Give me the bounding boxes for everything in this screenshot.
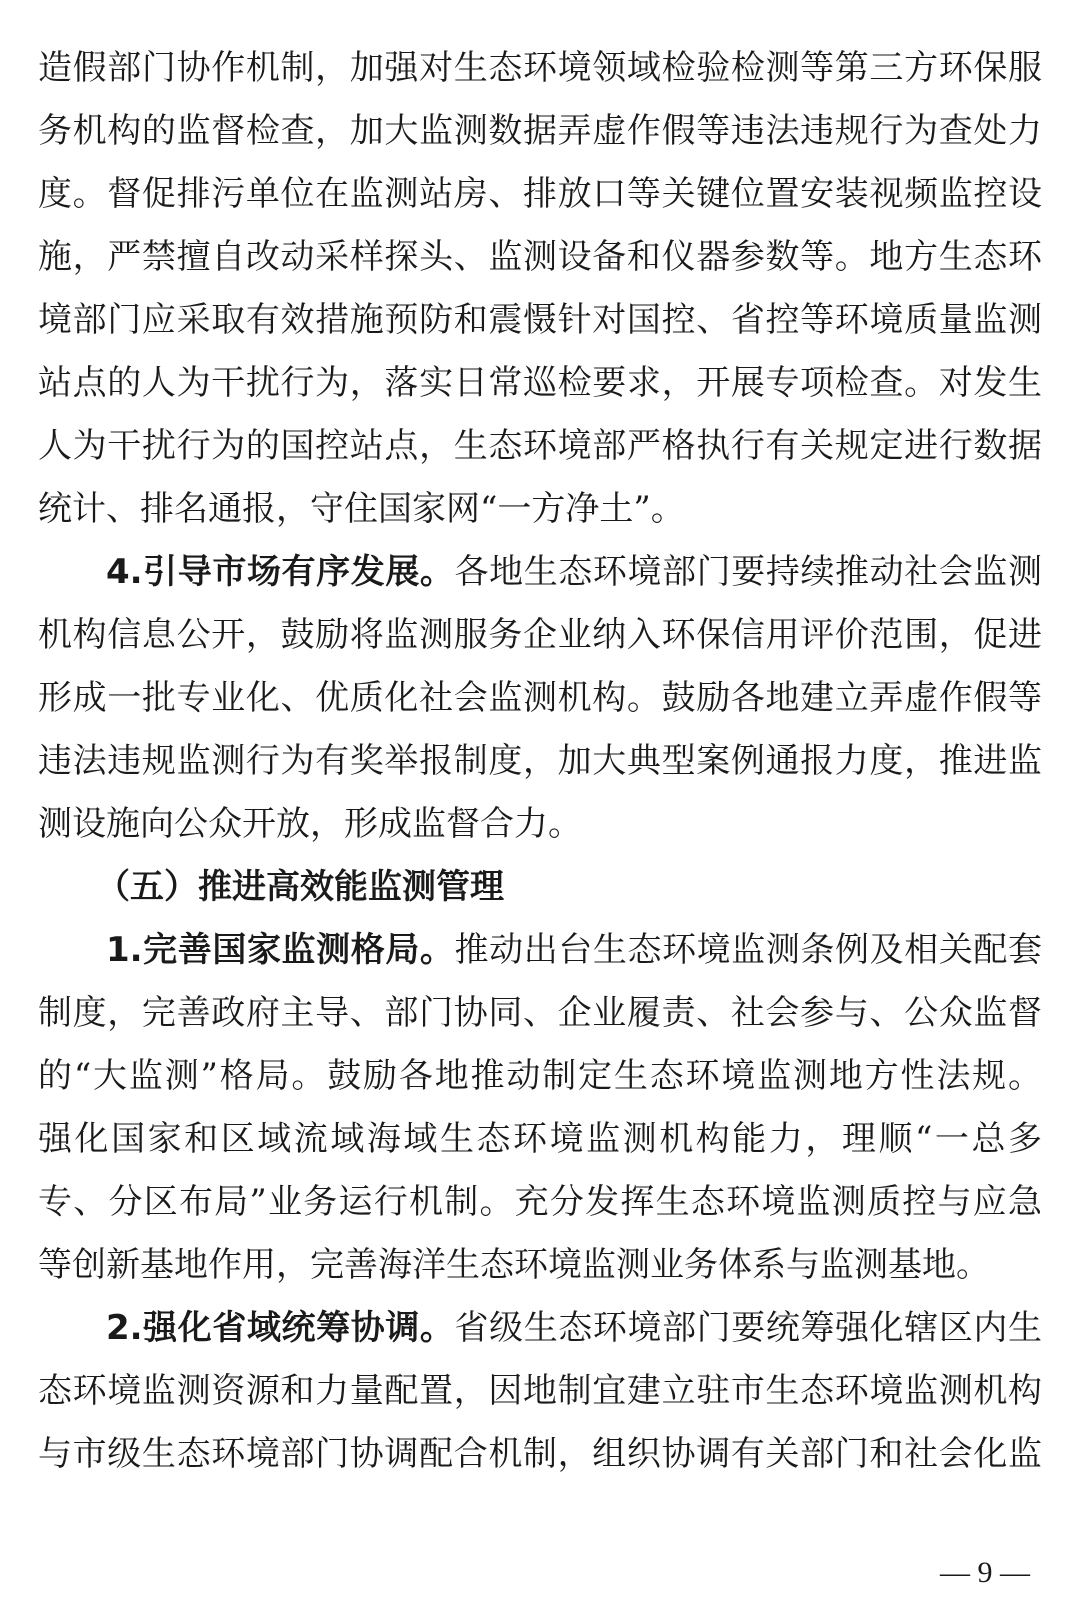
text-line: 态环境监测资源和力量配置，因地制宜建立驻市生态环境监测机构	[38, 1371, 1042, 1411]
item-4-text: 各地生态环境部门要持续推动社会监测	[454, 552, 1043, 592]
text-line: 施，严禁擅自改动采样探头、监测设备和仪器参数等。地方生态环	[38, 237, 1042, 277]
text-line: 统计、排名通报，守住国家网“一方净土”。	[38, 489, 685, 529]
item-5-1-text: 推动出台生态环境监测条例及相关配套	[454, 930, 1043, 970]
text-line: 专、分区布局”业务运行机制。充分发挥生态环境监测质控与应急	[38, 1182, 1042, 1222]
text-line: 度。督促排污单位在监测站房、排放口等关键位置安装视频监控设	[38, 174, 1042, 214]
text-line: 站点的人为干扰行为，落实日常巡检要求，开展专项检查。对发生	[38, 363, 1042, 403]
text-line: 形成一批专业化、优质化社会监测机构。鼓励各地建立弄虚作假等	[38, 678, 1042, 718]
text-line: 务机构的监督检查，加大监测数据弄虚作假等违法违规行为查处力	[38, 111, 1042, 151]
text-line: 等创新基地作用，完善海洋生态环境监测业务体系与监测基地。	[38, 1245, 990, 1285]
item-5-2-text: 省级生态环境部门要统筹强化辖区内生	[454, 1308, 1043, 1348]
text-line: 造假部门协作机制，加强对生态环境领域检验检测等第三方环保服	[38, 48, 1042, 88]
text-line: 与市级生态环境部门协调配合机制，组织协调有关部门和社会化监	[38, 1434, 1042, 1474]
text-line: 制度，完善政府主导、部门协同、企业履责、社会参与、公众监督	[38, 993, 1042, 1033]
item-5-1-first-line	[106, 920, 1042, 980]
item-4-first-line	[106, 542, 1042, 602]
text-line: 违法违规监测行为有奖举报制度，加大典型案例通报力度，推进监	[38, 741, 1042, 781]
page-number: — 9 —	[940, 1556, 1030, 1589]
text-line: 人为干扰行为的国控站点，生态环境部严格执行有关规定进行数据	[38, 426, 1042, 466]
item-5-1-title: 1.完善国家监测格局。	[106, 930, 455, 970]
item-5-2-title: 2.强化省域统筹协调。	[106, 1308, 455, 1348]
text-line: 境部门应采取有效措施预防和震慑针对国控、省控等环境质量监测	[38, 300, 1042, 340]
text-line: 机构信息公开，鼓励将监测服务企业纳入环保信用评价范围，促进	[38, 615, 1042, 655]
section-5-heading: （五）推进高效能监测管理	[96, 867, 504, 907]
item-5-2-first-line	[106, 1298, 1042, 1358]
text-line: 测设施向公众开放，形成监督合力。	[38, 804, 582, 844]
text-line: 强化国家和区域流域海域生态环境监测机构能力，理顺“一总多	[38, 1119, 1042, 1159]
text-line: 的“大监测”格局。鼓励各地推动制定生态环境监测地方性法规。	[38, 1056, 1042, 1096]
item-4-title: 4.引导市场有序发展。	[106, 552, 455, 592]
